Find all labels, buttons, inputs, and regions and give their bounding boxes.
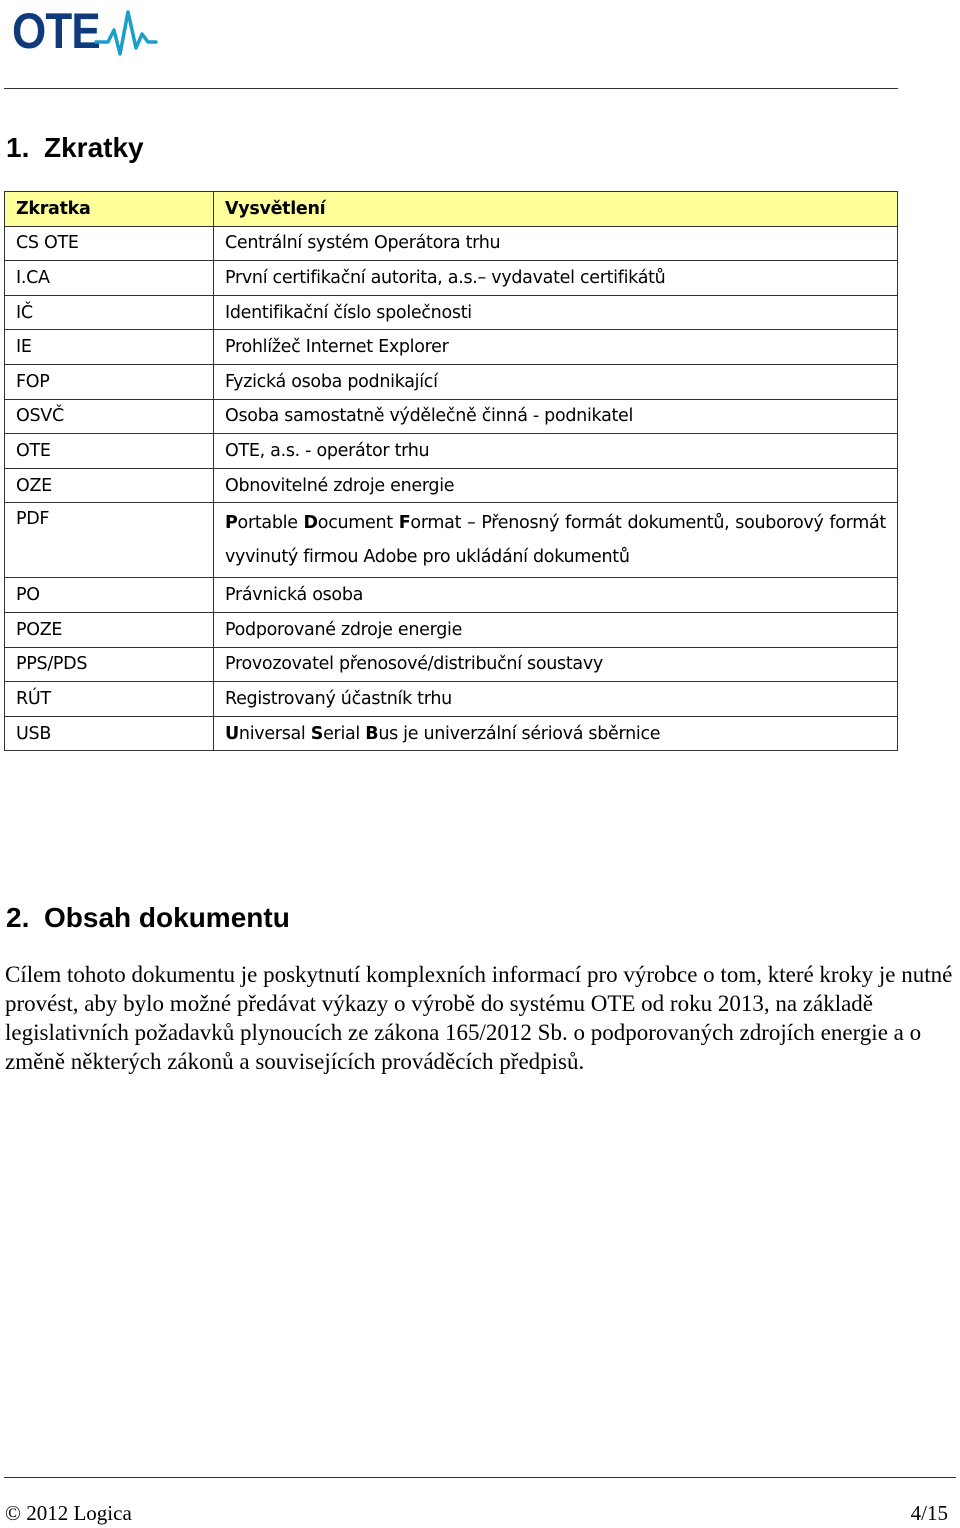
explanation-cell: Provozovatel přenosové/distribuční soustavy: [214, 647, 898, 682]
footer-page-number: 4/15: [910, 1501, 948, 1525]
table-row: [5, 399, 898, 434]
footer-divider: [4, 1477, 956, 1478]
explanation-cell: Prohlížeč Internet Explorer: [214, 330, 898, 365]
explanation-cell: První certifikační autorita, a.s.– vydavatel certifikátů: [214, 261, 898, 296]
abbreviation-cell: USB: [5, 716, 214, 751]
explanation-text: ocument: [317, 513, 399, 534]
acronym-letter: B: [365, 723, 379, 744]
abbreviation-cell: FOP: [5, 364, 214, 399]
table-row: [5, 716, 898, 751]
explanation-text: erial: [323, 723, 366, 744]
acronym-letter: S: [310, 723, 324, 744]
section-1-number: 1.: [6, 132, 30, 163]
explanation-cell: Identifikační číslo společnosti: [214, 295, 898, 330]
acronym-letter: F: [398, 513, 411, 534]
section-2-number: 2.: [6, 902, 30, 933]
abbreviation-cell: I.CA: [5, 261, 214, 296]
section-2-title: Obsah dokumentu: [44, 902, 290, 933]
table-row: [5, 364, 898, 399]
explanation-text: us je univerzální sériová sběrnice: [378, 723, 661, 744]
table-row: [5, 647, 898, 682]
explanation-text: ormat – Přenosný formát dokumentů, souborový formát vyvinutý firmou Adobe pro ukládání dokumentů: [225, 513, 886, 568]
table-row: [5, 295, 898, 330]
abbreviation-cell: IČ: [5, 295, 214, 330]
acronym-letter: P: [225, 513, 238, 534]
table-row: [5, 503, 898, 578]
abbreviation-cell: CS OTE: [5, 226, 214, 261]
acronym-letter: U: [225, 723, 239, 744]
explanation-cell: [214, 503, 898, 578]
explanation-cell: Registrovaný účastník trhu: [214, 682, 898, 717]
logo-text: OTE: [12, 3, 100, 59]
abbreviation-cell: OZE: [5, 468, 214, 503]
table-row: [5, 226, 898, 261]
abbreviation-cell: OSVČ: [5, 399, 214, 434]
footer-copyright: © 2012 Logica: [5, 1501, 132, 1525]
logo-wave-icon: [94, 8, 174, 58]
explanation-cell: Fyzická osoba podnikající: [214, 364, 898, 399]
explanation-cell: [214, 716, 898, 751]
explanation-cell: Osoba samostatně výdělečně činná - podnikatel: [214, 399, 898, 434]
explanation-cell: Obnovitelné zdroje energie: [214, 468, 898, 503]
column-header-abbreviation: Zkratka: [5, 192, 214, 227]
table-row: [5, 578, 898, 613]
table-header-row: [5, 192, 898, 227]
abbreviation-cell: PO: [5, 578, 214, 613]
explanation-cell: Právnická osoba: [214, 578, 898, 613]
explanation-cell: Centrální systém Operátora trhu: [214, 226, 898, 261]
table-row: [5, 468, 898, 503]
abbreviation-cell: RÚT: [5, 682, 214, 717]
abbreviation-cell: OTE: [5, 434, 214, 469]
acronym-letter: D: [303, 513, 318, 534]
table-row: [5, 434, 898, 469]
explanation-cell: Podporované zdroje energie: [214, 612, 898, 647]
abbreviations-table: [4, 191, 898, 751]
header-divider: [4, 88, 898, 89]
abbreviation-cell: IE: [5, 330, 214, 365]
table-row: [5, 330, 898, 365]
ote-logo: [12, 3, 172, 59]
explanation-text: ortable: [237, 513, 304, 534]
abbreviation-cell: PDF: [5, 503, 214, 578]
table-row: [5, 612, 898, 647]
column-header-explanation: Vysvětlení: [214, 192, 898, 227]
section-1-heading: [6, 130, 144, 166]
table-row: [5, 682, 898, 717]
section-2-paragraph: Cílem tohoto dokumentu je poskytnutí komplexních informací pro výrobce o tom, které kroky je nutné provést, aby bylo možné předávat výkazy o výrobě do systému OTE od roku 2013, na základě legislativních požadavků plynoucích ze zákona 165/2012 Sb. o podporovaných zdrojích energie a o změně některých zákonů a souvisejících prováděcích předpisů.: [5, 962, 953, 1074]
section-1-title: Zkratky: [44, 132, 144, 163]
table-row: [5, 261, 898, 296]
section-2-heading: [6, 900, 290, 936]
abbreviation-cell: PPS/PDS: [5, 647, 214, 682]
explanation-text: niversal: [238, 723, 311, 744]
explanation-cell: OTE, a.s. - operátor trhu: [214, 434, 898, 469]
abbreviation-cell: POZE: [5, 612, 214, 647]
